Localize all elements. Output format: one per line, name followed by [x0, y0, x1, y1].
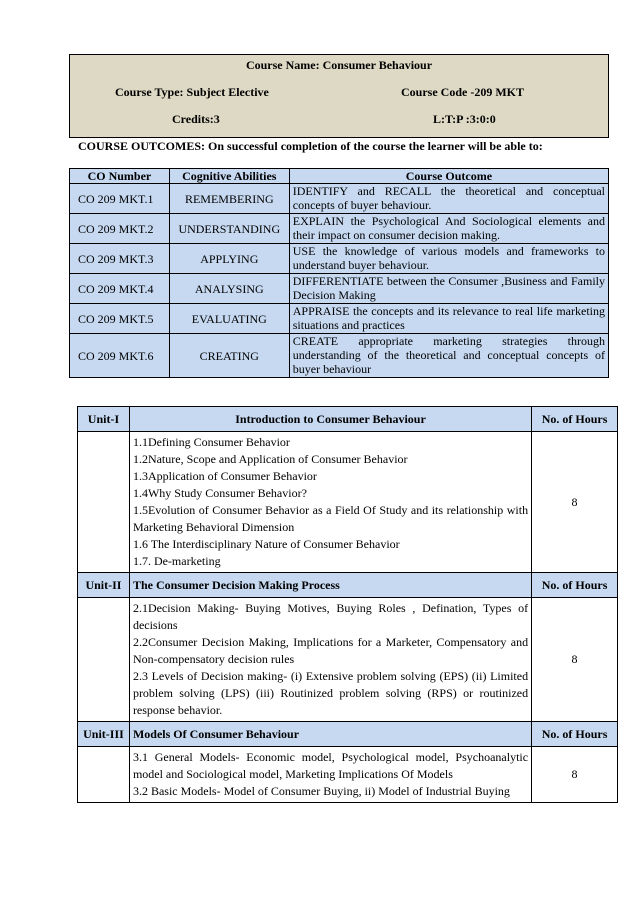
table-row [70, 244, 609, 274]
topic-line: 1.4Why Study Consumer Behavior? [132, 486, 307, 500]
co-number: CO 209 MKT.2 [70, 214, 170, 244]
outcomes-heading: COURSE OUTCOMES: On successful completion of the course the learner will be able to: [78, 139, 543, 153]
co-table-header-row [70, 169, 609, 184]
co-number: CO 209 MKT.3 [70, 244, 170, 274]
unit-label: Unit-I [78, 407, 130, 432]
course-type: Course Type: Subject Elective [115, 85, 269, 99]
cognitive-ability: EVALUATING [169, 304, 289, 334]
unit-topics [129, 747, 531, 803]
unit-header-row [78, 573, 618, 598]
topic-line: 2.3 Levels of Decision making- (i) Extensive problem solving (EPS) (ii) Limited problem solving (LPS) (iii) Routinized problem solving (RPS) or routinized response behavior. [132, 669, 529, 717]
co-number: CO 209 MKT.5 [70, 304, 170, 334]
cognitive-abilities-header: Cognitive Abilities [169, 169, 289, 184]
cognitive-ability: APPLYING [169, 244, 289, 274]
unit-header-row [78, 722, 618, 747]
unit-label: Unit-III [78, 722, 130, 747]
table-row [70, 334, 609, 378]
table-row [70, 274, 609, 304]
hours-value: 8 [532, 598, 618, 722]
unit-topics [129, 598, 531, 722]
unit-title: Models Of Consumer Behaviour [129, 722, 531, 747]
course-ltp: L:T:P :3:0:0 [433, 112, 496, 126]
unit-content-row [78, 598, 618, 722]
course-outcome-header: Course Outcome [289, 169, 608, 184]
topic-line: 1.2Nature, Scope and Application of Consumer Behavior [132, 452, 408, 466]
hours-value: 8 [532, 747, 618, 803]
hours-label: No. of Hours [532, 573, 618, 598]
course-outcome: IDENTIFY and RECALL the theoretical and conceptual concepts of buyer behaviour. [289, 184, 608, 214]
cognitive-ability: REMEMBERING [169, 184, 289, 214]
hours-value: 8 [532, 432, 618, 573]
topic-line: 2.2Consumer Decision Making, Implications for a Marketer, Compensatory and Non-compensatory decision rules [132, 635, 529, 666]
course-outcome: EXPLAIN the Psychological And Sociological elements and their impact on consumer decision making. [289, 214, 608, 244]
course-code: Course Code -209 MKT [401, 85, 524, 99]
course-outcome: USE the knowledge of various models and frameworks to understand buyer behaviour. [289, 244, 608, 274]
unit-title: Introduction to Consumer Behaviour [129, 407, 531, 432]
table-row [70, 304, 609, 334]
course-outcome: DIFFERENTIATE between the Consumer ,Business and Family Decision Making [289, 274, 608, 304]
topic-line: 2.1Decision Making- Buying Motives, Buying Roles , Defination, Types of decisions [132, 601, 529, 632]
topic-line: 3.1 General Models- Economic model, Psychological model, Psychoanalytic model and Sociological model, Marketing Implications Of Models [132, 750, 529, 781]
course-info-box [69, 54, 609, 138]
topic-line: 1.1Defining Consumer Behavior [132, 435, 290, 449]
topic-line: 3.2 Basic Models- Model of Consumer Buying, ii) Model of Industrial Buying [132, 784, 510, 798]
topic-line: 1.5Evolution of Consumer Behavior as a Field Of Study and its relationship with Marketing Behavioral Dimension [132, 503, 529, 534]
hours-label: No. of Hours [532, 722, 618, 747]
empty-cell [78, 747, 130, 803]
course-name: Course Name: Consumer Behaviour [245, 58, 433, 72]
syllabus-units-table [77, 406, 618, 803]
table-row [70, 214, 609, 244]
course-outcomes-table [69, 168, 609, 378]
course-outcome: CREATE appropriate marketing strategies through understanding of the theoretical and conceptual concepts of buyer behaviour [289, 334, 608, 378]
co-number: CO 209 MKT.6 [70, 334, 170, 378]
table-row [70, 184, 609, 214]
course-outcome: APPRAISE the concepts and its relevance to real life marketing situations and practices [289, 304, 608, 334]
unit-label: Unit-II [78, 573, 130, 598]
co-number-header: CO Number [70, 169, 170, 184]
unit-topics [129, 432, 531, 573]
empty-cell [78, 432, 130, 573]
unit-content-row [78, 747, 618, 803]
cognitive-ability: UNDERSTANDING [169, 214, 289, 244]
cognitive-ability: CREATING [169, 334, 289, 378]
unit-header-row [78, 407, 618, 432]
topic-line: 1.7. De-marketing [132, 554, 221, 568]
hours-label: No. of Hours [532, 407, 618, 432]
topic-line: 1.6 The Interdisciplinary Nature of Consumer Behavior [132, 537, 400, 551]
co-number: CO 209 MKT.1 [70, 184, 170, 214]
unit-title: The Consumer Decision Making Process [129, 573, 531, 598]
unit-content-row [78, 432, 618, 573]
co-number: CO 209 MKT.4 [70, 274, 170, 304]
topic-line: 1.3Application of Consumer Behavior [132, 469, 317, 483]
cognitive-ability: ANALYSING [169, 274, 289, 304]
course-credits: Credits:3 [172, 112, 220, 126]
empty-cell [78, 598, 130, 722]
